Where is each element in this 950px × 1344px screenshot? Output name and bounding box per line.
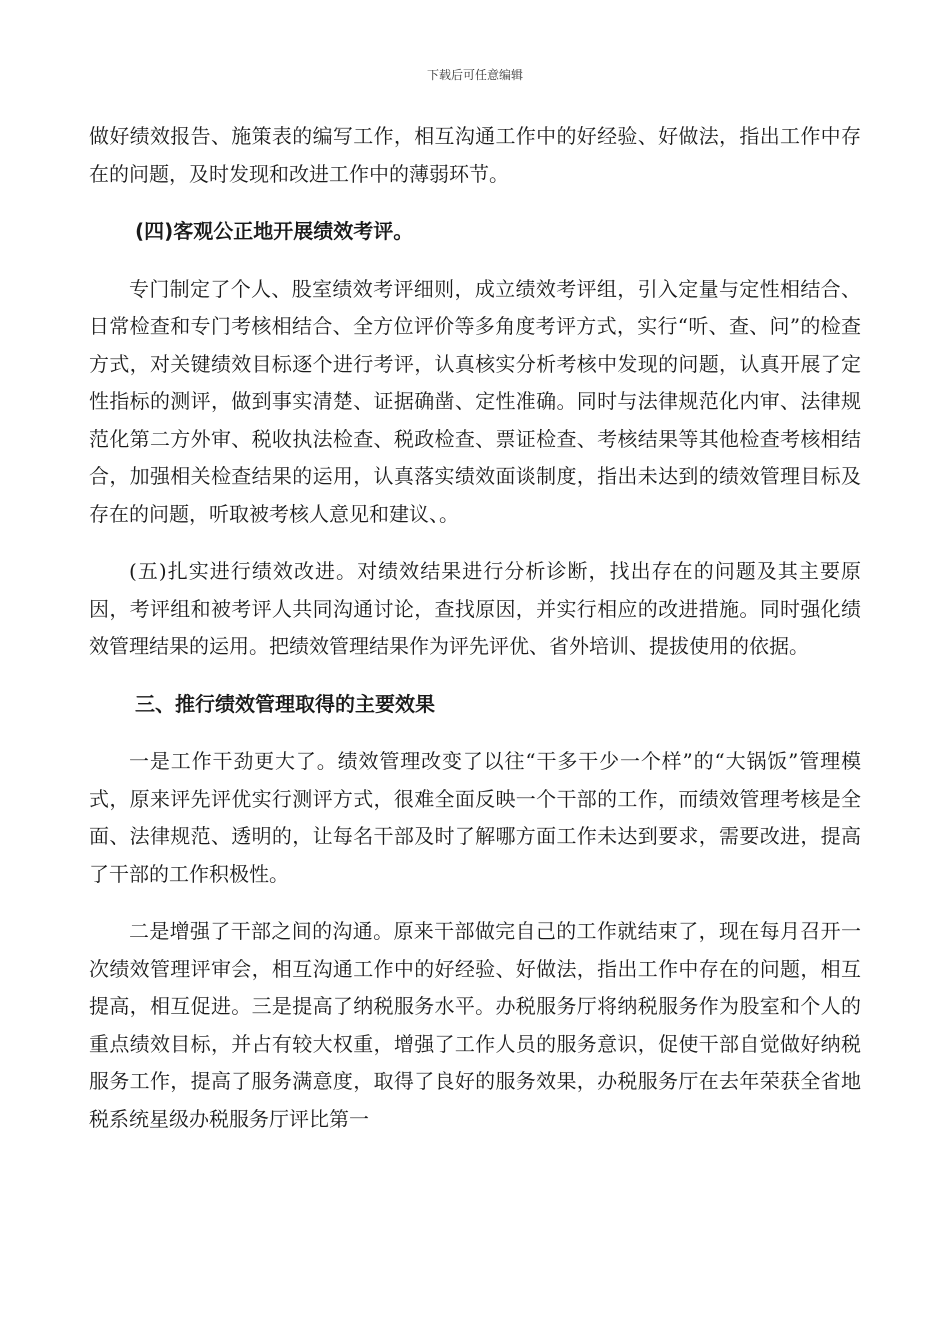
paragraph-effect-2: 二是增强了干部之间的沟通。原来干部做完自己的工作就结束了，现在每月召开一次绩效管理评审会，相互沟通工作中的好经验、好做法，指出工作中存在的问题，相互提高，相互促进。三是提高了纳税服务水平。办税服务厅将纳税服务作为股室和个人的重点绩效目标，并占有较大权重，增强了工作人员的服务意识，促使干部自觉做好纳税服务工作，提高了服务满意度，取得了良好的服务效果，办税服务厅在去年荣获全省地税系统星级办税服务厅评比第一 <box>89 919 861 1131</box>
page-header: 下载后可任意编辑 <box>426 68 523 82</box>
paragraph-evaluation: 专门制定了个人、股室绩效考评细则，成立绩效考评组，引入定量与定性相结合、日常检查和专门考核相结合、全方位评价等多角度考评方式，实行“听、查、问”的检查方式，对关键绩效目标逐个进行考评，认真核实分析考核中发现的问题，认真开展了定性指标的测评，做到事实清楚、证据确凿、定性准确。同时与法律规范化内审、法律规范化第二方外审、税收执法检查、税政检查、票证检查、考核结果等其他检查考核相结合，加强相关检查结果的运用，认真落实绩效面谈制度，指出未达到的绩效管理目标及存在的问题，听取被考核人意见和建议、。 <box>89 276 861 526</box>
paragraph-effect-1: 一是工作干劲更大了。绩效管理改变了以往“干多干少一个样”的“大锅饭”管理模式，原来评先评优实行测评方式，很难全面反映一个干部的工作，而绩效管理考核是全面、法律规范、透明的，让每名干部及时了解哪方面工作未达到要求，需要改进，提高了干部的工作积极性。 <box>89 749 861 886</box>
section-heading-4: (四)客观公正地开展绩效考评。 <box>135 219 414 243</box>
paragraph-continuation: 做好绩效报告、施策表的编写工作，相互沟通工作中的好经验、好做法，指出工作中存在的问题，及时发现和改进工作中的薄弱环节。 <box>89 124 861 186</box>
document-body <box>89 118 861 1138</box>
section-heading-3: 三、推行绩效管理取得的主要效果 <box>135 691 435 716</box>
paragraph-improvement: (五)扎实进行绩效改进。对绩效结果进行分析诊断，找出存在的问题及其主要原因，考评组和被考评人共同沟通讨论，查找原因，并实行相应的改进措施。同时强化绩效管理结果的运用。把绩效管理结果作为评先评优、省外培训、提拔使用的依据。 <box>89 559 861 658</box>
